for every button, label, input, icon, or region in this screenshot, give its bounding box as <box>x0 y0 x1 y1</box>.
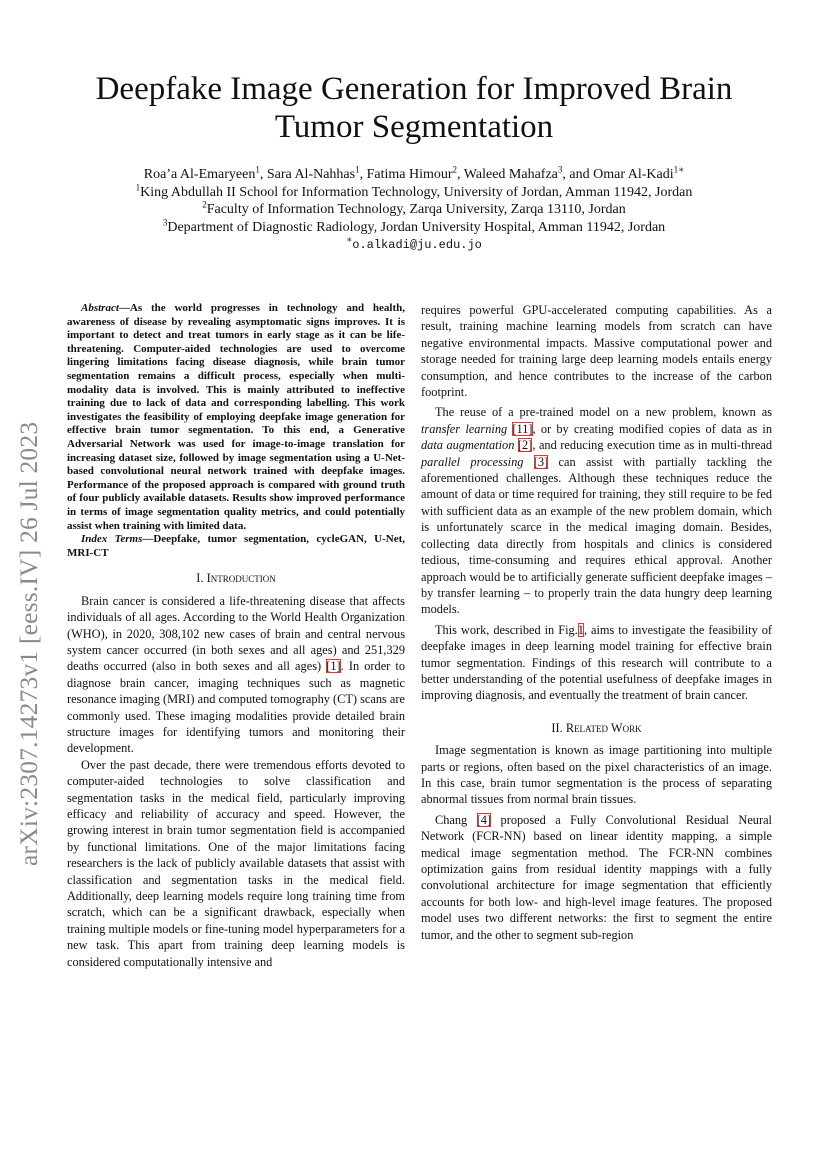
email-link[interactable]: o.alkadi@ju.edu.jo <box>352 238 482 252</box>
abstract-text: —As the world progresses in technology and health, awareness of disease by revealing asymptomatic signs improves. It is important to detect and treat tumors in early stage as it can be life-threatening. Computer-aided technologies are used to overcome lingering limitations facing disease diagnosis, while brain tumor segmentation remains a difficult process, especially when multi-modality data is involved. This is mainly attributed to ineffective training due to lack of data and corresponding labelling. This work investigates the feasibility of employing deepfake image generation for effective brain tumor segmentation. To this end, a Generative Adversarial Network was used for image-to-image translation for increasing dataset size, followed by image segmentation using a U-Net-based convolutional neural network trained with deepfake images. Performance of the proposed approach is compared with ground truth of four publicly available datasets. Results show improved performance in terms of image segmentation quality metrics, and could potentially assist when training with limited data. <box>67 302 405 532</box>
author-name: Roa’a Al-Emaryeen <box>143 167 256 182</box>
affil-text: Faculty of Information Technology, Zarqa University, Zarqa 13110, Jordan <box>206 202 626 217</box>
affiliation-1 <box>40 181 788 202</box>
related-paragraph-1: Image segmentation is known as image partitioning into multiple parts or regions, often based on the pixel characteristics of an image. In this case, brain tumor segmentation is the process of separating abnormal tissues from normal brain tissues. <box>421 743 772 807</box>
author-affil-mark: 1 <box>355 164 360 175</box>
affil-mark: 3 <box>162 216 168 227</box>
title-line-2: Tumor Segmentation <box>274 109 554 145</box>
author-name: Omar Al-Kadi <box>593 167 674 182</box>
author-name: Sara Al-Nahhas <box>266 167 356 182</box>
emphasis-text: transfer learning <box>421 421 508 436</box>
text-run: Brain cancer is considered a life-threatening disease that affects individuals of all ages. According to the World Health Organization (WHO), in 2020, 308,102 new cases of brain and central nervous system cancer occurred (in both sexes and all ages) and 251,329 deaths occurred (also in both sexes and all ages) <box>67 593 405 674</box>
text-run: can assist with partially tackling the aforementioned challenges. Although these techniques reduce the amount of data or time required for training, they still require to be fed with sufficient data as an example of the new problem domain, which is unfortunately scarce in the medical imaging domain. Besides, collecting data directly from hospitals and clinics is considered tedious, time-consuming and requires ethical approval. Another approach would be to artificially generate sufficient deepfake images – by transfer learning – to properly train the data hungry deep learning models. <box>421 454 773 617</box>
emphasis-text: data augmentation <box>421 438 515 453</box>
text-run: Chang <box>435 812 477 827</box>
text-run: , and reducing execution time as in multi-thread <box>532 438 773 453</box>
emphasis-text: parallel processing <box>421 454 524 469</box>
abstract-label: Abstract <box>81 302 119 314</box>
abstract <box>67 302 405 533</box>
affil-text: King Abdullah II School for Information Technology, University of Jordan, Amman 11942, Jordan <box>140 184 693 200</box>
figure-link[interactable]: 1 <box>577 622 584 637</box>
citation-link[interactable]: [4] <box>476 812 492 827</box>
right-column <box>421 302 772 943</box>
index-terms-text: —Deepfake, tumor segmentation, cycleGAN, U-Net, MRI-CT <box>67 533 405 559</box>
author-block <box>40 166 788 255</box>
affiliation-3 <box>40 216 788 237</box>
affil-mark: 1 <box>135 181 141 192</box>
related-paragraph-2 <box>421 812 772 943</box>
text-run: The reuse of a pre-trained model on a new problem, known as <box>435 405 772 420</box>
intro-paragraph-4 <box>421 622 772 704</box>
citation-link[interactable]: [1] <box>326 659 341 674</box>
citation-link[interactable]: [11] <box>512 421 533 436</box>
author-affil-mark: 3 <box>557 164 563 175</box>
section-number: I. <box>196 571 204 586</box>
arxiv-watermark: arXiv:2307.14273v1 [eess.IV] 26 Jul 2023 <box>14 421 43 866</box>
text-run: This work, described in Fig. <box>435 622 578 637</box>
text-run: , aims to investigate the feasibility of deepfake images in deep learning model training for effective brain tumor segmentation. Findings of this research will contribute to a better understanding of the potential usefulness of deepfake images in improving diagnosis, and eventually the treatment of brain cancer. <box>421 622 772 703</box>
index-terms-label: Index Terms <box>81 533 143 546</box>
author-affil-mark: 2 <box>452 164 458 175</box>
section-heading-introduction <box>67 570 405 586</box>
text-run: . In order to diagnose brain cancer, imaging techniques such as magnetic resonance imaging (MRI) and computed tomography (CT) scans are commonly used. These imaging modalities provide detailed brain structure images for identifying tumors and monitoring their development. <box>67 659 405 756</box>
text-run: , or by creating modified copies of data as in <box>532 421 772 436</box>
section-heading-related-work <box>421 720 772 736</box>
intro-paragraph-3 <box>421 404 772 617</box>
citation-link[interactable]: [3] <box>533 454 549 469</box>
affil-mark: 2 <box>202 199 207 210</box>
index-terms <box>67 533 405 560</box>
citation-link[interactable]: [2] <box>517 438 533 453</box>
author-name: Waleed Mahafza <box>463 167 558 182</box>
section-title: Introduction <box>206 571 276 586</box>
intro-paragraph-1 <box>67 593 405 757</box>
author-list: Roa’a Al-Emaryeen$^1$, Sara Al-Nahhas$^1$, Fatima Himour$^2$, Waleed Mahafza$^3$, and Omar Al-Kadi$^{1∗}$ <box>143 164 685 182</box>
author-affil-mark: 1 <box>255 164 260 175</box>
section-title: Related Work <box>565 720 642 735</box>
title-line-1: Deepfake Image Generation for Improved Brain <box>95 71 733 107</box>
left-column <box>67 302 405 970</box>
intro-paragraph-2: Over the past decade, there were tremendous efforts devoted to computer-aided technologies to solve classification and segmentation tasks in the medical field, particularly improving efficacy and reliability of accuracy and speed. However, the growing interest in brain tumor segmentation field is accompanied by functional limitations. One of the major limitations facing researchers is the lack of publicly available datasets that assist with classification and segmentation tasks in the medical field. Additionally, deep learning models require long training time from scratch, which can be a significant drawback, especially when training multiple models or fine-tuning model hyperparameters for a new task. This apart from training deep learning models is considered computationally intensive and <box>67 757 405 969</box>
text-run: proposed a Fully Convolutional Residual Neural Network (FCR-NN) based on linear identity mapping, a simple medical image segmentation method. The FCR-NN combines optimization gains from residual identity mappings with a fully convolutional architecture for image segmentation that efficiently accounts for both low- and high-level image features. The proposed model uses two different networks: the first to segment the entire tumor, and the other to segment sub-region <box>421 812 772 942</box>
author-name: Fatima Himour <box>366 167 453 182</box>
affil-text: Department of Diagnostic Radiology, Jordan University Hospital, Amman 11942, Jordan <box>167 219 666 235</box>
author-affil-mark: 1∗ <box>673 164 685 175</box>
affiliation-2 <box>40 201 788 219</box>
section-number: II. <box>551 720 563 735</box>
paper-title <box>40 70 788 146</box>
contact-email <box>40 236 788 255</box>
intro-paragraph-2-continued: requires powerful GPU-accelerated computing capabilities. As a result, training machine learning models from scratch can have negative environmental impacts. Massive computational power and storage needed for training large deep learning models entails energy consumption, and hence contributes to the increase of the carbon footprint. <box>421 303 772 400</box>
email-mark: ∗ <box>346 234 353 245</box>
